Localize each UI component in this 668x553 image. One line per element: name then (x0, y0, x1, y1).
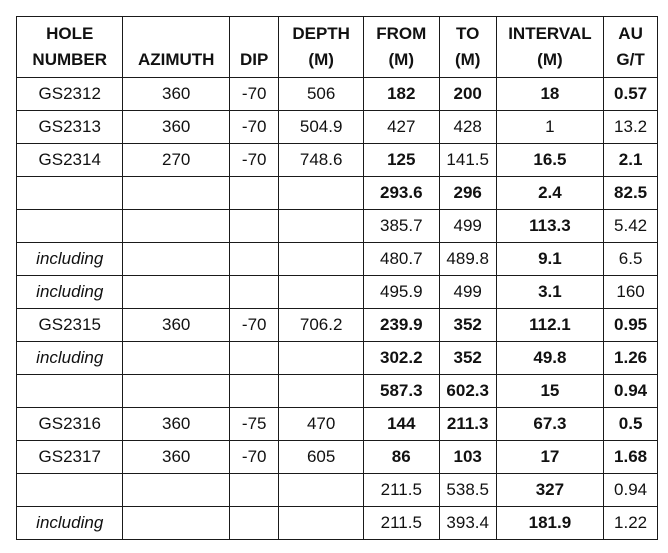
cell-to: 200 (439, 78, 496, 111)
cell-au: 0.57 (604, 78, 658, 111)
cell-azimuth: 360 (123, 408, 229, 441)
cell-interval: 49.8 (496, 342, 604, 375)
cell-dip: -70 (229, 309, 279, 342)
cell-au: 1.68 (604, 441, 658, 474)
cell-to: 352 (439, 309, 496, 342)
cell-hole: including (17, 342, 123, 375)
cell-hole (17, 210, 123, 243)
cell-to: 489.8 (439, 243, 496, 276)
cell-to: 393.4 (439, 507, 496, 540)
cell-from: 427 (363, 111, 439, 144)
cell-au: 0.94 (604, 474, 658, 507)
cell-azimuth: 360 (123, 309, 229, 342)
cell-from: 144 (363, 408, 439, 441)
cell-dip: -75 (229, 408, 279, 441)
cell-interval: 112.1 (496, 309, 604, 342)
cell-hole: including (17, 507, 123, 540)
header-to: TO (M) (439, 17, 496, 78)
cell-au: 6.5 (604, 243, 658, 276)
table-row (17, 210, 658, 243)
cell-depth: 506 (279, 78, 363, 111)
cell-azimuth: 360 (123, 111, 229, 144)
cell-to: 602.3 (439, 375, 496, 408)
table-row (17, 276, 658, 309)
cell-depth: 605 (279, 441, 363, 474)
cell-azimuth (123, 243, 229, 276)
cell-interval: 113.3 (496, 210, 604, 243)
cell-depth (279, 342, 363, 375)
cell-from: 86 (363, 441, 439, 474)
cell-to: 296 (439, 177, 496, 210)
cell-from: 480.7 (363, 243, 439, 276)
cell-to: 141.5 (439, 144, 496, 177)
cell-hole (17, 474, 123, 507)
table-row (17, 243, 658, 276)
cell-hole: GS2314 (17, 144, 123, 177)
cell-interval: 2.4 (496, 177, 604, 210)
table-row (17, 144, 658, 177)
cell-dip (229, 342, 279, 375)
cell-au: 160 (604, 276, 658, 309)
cell-au: 82.5 (604, 177, 658, 210)
cell-dip: -70 (229, 441, 279, 474)
cell-azimuth (123, 276, 229, 309)
cell-from: 495.9 (363, 276, 439, 309)
cell-to: 352 (439, 342, 496, 375)
cell-interval: 15 (496, 375, 604, 408)
cell-dip: -70 (229, 111, 279, 144)
cell-dip (229, 210, 279, 243)
cell-azimuth (123, 507, 229, 540)
drill-results-table (16, 16, 658, 540)
cell-azimuth (123, 177, 229, 210)
header-from: FROM (M) (363, 17, 439, 78)
cell-hole: including (17, 243, 123, 276)
cell-interval: 9.1 (496, 243, 604, 276)
table-row (17, 177, 658, 210)
header-azimuth: AZIMUTH (123, 17, 229, 78)
header-dip: DIP (229, 17, 279, 78)
cell-au: 2.1 (604, 144, 658, 177)
cell-hole: GS2317 (17, 441, 123, 474)
cell-depth (279, 243, 363, 276)
cell-depth: 748.6 (279, 144, 363, 177)
table-row (17, 375, 658, 408)
cell-au: 0.94 (604, 375, 658, 408)
cell-dip: -70 (229, 144, 279, 177)
cell-au: 1.22 (604, 507, 658, 540)
cell-to: 538.5 (439, 474, 496, 507)
cell-to: 428 (439, 111, 496, 144)
cell-au: 13.2 (604, 111, 658, 144)
cell-from: 385.7 (363, 210, 439, 243)
cell-depth: 706.2 (279, 309, 363, 342)
cell-dip (229, 375, 279, 408)
cell-from: 302.2 (363, 342, 439, 375)
cell-from: 125 (363, 144, 439, 177)
cell-azimuth (123, 210, 229, 243)
header-interval: INTERVAL (M) (496, 17, 604, 78)
cell-hole: GS2312 (17, 78, 123, 111)
cell-hole: including (17, 276, 123, 309)
cell-azimuth (123, 342, 229, 375)
cell-from: 211.5 (363, 474, 439, 507)
cell-to: 499 (439, 210, 496, 243)
cell-interval: 3.1 (496, 276, 604, 309)
cell-azimuth: 360 (123, 441, 229, 474)
cell-depth (279, 375, 363, 408)
header-hole-number: HOLE NUMBER (17, 17, 123, 78)
cell-hole (17, 375, 123, 408)
table-row (17, 441, 658, 474)
cell-interval: 1 (496, 111, 604, 144)
cell-depth (279, 177, 363, 210)
header-row (17, 17, 658, 78)
table-row (17, 78, 658, 111)
cell-interval: 67.3 (496, 408, 604, 441)
cell-interval: 17 (496, 441, 604, 474)
cell-dip (229, 474, 279, 507)
table-row (17, 309, 658, 342)
cell-hole: GS2316 (17, 408, 123, 441)
cell-interval: 327 (496, 474, 604, 507)
cell-dip (229, 243, 279, 276)
cell-interval: 181.9 (496, 507, 604, 540)
cell-au: 1.26 (604, 342, 658, 375)
cell-from: 211.5 (363, 507, 439, 540)
table-row (17, 408, 658, 441)
cell-au: 5.42 (604, 210, 658, 243)
cell-interval: 16.5 (496, 144, 604, 177)
cell-interval: 18 (496, 78, 604, 111)
cell-depth: 504.9 (279, 111, 363, 144)
table-row (17, 111, 658, 144)
cell-azimuth: 270 (123, 144, 229, 177)
table-row (17, 474, 658, 507)
cell-azimuth (123, 474, 229, 507)
header-au: AU G/T (604, 17, 658, 78)
cell-from: 239.9 (363, 309, 439, 342)
cell-dip: -70 (229, 78, 279, 111)
cell-depth (279, 474, 363, 507)
cell-hole: GS2315 (17, 309, 123, 342)
cell-from: 587.3 (363, 375, 439, 408)
cell-dip (229, 177, 279, 210)
table-row (17, 507, 658, 540)
cell-au: 0.95 (604, 309, 658, 342)
cell-dip (229, 276, 279, 309)
cell-au: 0.5 (604, 408, 658, 441)
cell-azimuth: 360 (123, 78, 229, 111)
cell-hole: GS2313 (17, 111, 123, 144)
cell-to: 103 (439, 441, 496, 474)
cell-from: 182 (363, 78, 439, 111)
cell-depth (279, 276, 363, 309)
header-depth: DEPTH (M) (279, 17, 363, 78)
cell-azimuth (123, 375, 229, 408)
cell-hole (17, 177, 123, 210)
cell-dip (229, 507, 279, 540)
table-row (17, 342, 658, 375)
cell-to: 211.3 (439, 408, 496, 441)
cell-depth: 470 (279, 408, 363, 441)
cell-to: 499 (439, 276, 496, 309)
cell-from: 293.6 (363, 177, 439, 210)
cell-depth (279, 507, 363, 540)
cell-depth (279, 210, 363, 243)
